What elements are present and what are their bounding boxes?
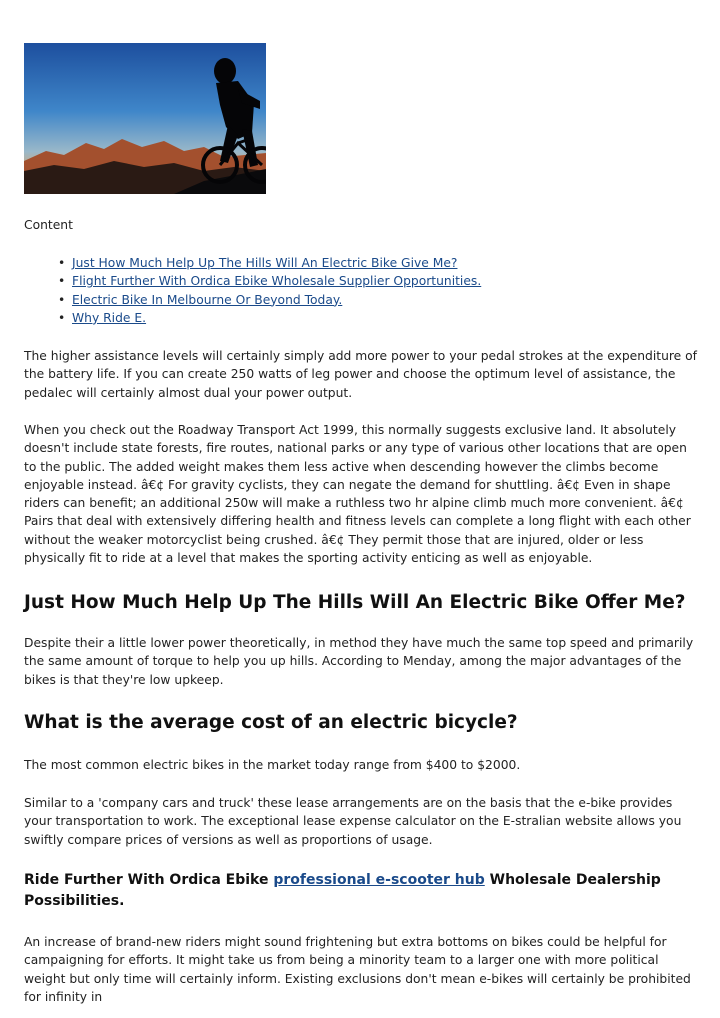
- content-label: Content: [24, 218, 73, 232]
- toc-item: [58, 254, 481, 272]
- toc-link[interactable]: Flight Further With Ordica Ebike Wholesale Supplier Opportunities.: [72, 274, 482, 289]
- toc-item: [58, 309, 481, 327]
- paragraph: The most common electric bikes in the market today range from $400 to $2000.: [24, 758, 521, 772]
- toc-link[interactable]: Just How Much Help Up The Hills Will An Electric Bike Give Me?: [72, 256, 458, 270]
- paragraph: Similar to a 'company cars and truck' these lease arrangements are on the basis that the e-bike provides your transportation to work. The exceptional lease expense calculator on the E-stralian website allows you swiftly compare prices of versions as well as proportions of usage.: [24, 796, 682, 847]
- subsection-heading: [24, 870, 664, 912]
- toc-item: [58, 272, 481, 290]
- hero-image-cyclist-silhouette: [24, 43, 266, 194]
- toc-link[interactable]: Why Ride E.: [72, 310, 147, 325]
- subheading-link[interactable]: professional e-scooter hub: [273, 872, 485, 888]
- subheading-text: Ride Further With Ordica Ebike: [24, 872, 274, 888]
- section-heading: Just How Much Help Up The Hills Will An Electric Bike Offer Me?: [24, 592, 686, 613]
- paragraph: An increase of brand-new riders might sound frightening but extra bottoms on bikes could be helpful for campaigning for efforts. It might take us from being a minority team to a larger one with more political weight but only time will certainly inform. Existing exclusions don't mean e-bikes will certainly be prohibited for infinity in: [24, 935, 691, 1004]
- section-heading: What is the average cost of an electric bicycle?: [24, 712, 518, 733]
- paragraph: Despite their a little lower power theoretically, in method they have much the same top speed and primarily the same amount of torque to help you up hills. According to Menday, among the major advantages of the bikes is that they're low upkeep.: [24, 636, 694, 687]
- table-of-contents: [58, 254, 481, 327]
- toc-link[interactable]: Electric Bike In Melbourne Or Beyond Today.: [72, 292, 343, 307]
- toc-item: [58, 291, 481, 309]
- paragraph: When you check out the Roadway Transport Act 1999, this normally suggests exclusive land. It absolutely doesn't include state forests, fire routes, national parks or any type of various other locations that are open to the public. The added weight makes them less active when descending however the climbs become enjoyable instead. â€¢ For gravity cyclists, they can negate the demand for shuttling. â€¢ Even in shape riders can benefit; an additional 250w will make a ruthless two hr alpine climb much more convenient. â€¢ Pairs that deal with extensively differing health and fitness levels can complete a long flight with each other without the weaker motorcyclist being crushed. â€¢ They permit those that are injured, older or less physically fit to ride at a level that makes the sporting activity enticing as well as enjoyable.: [24, 423, 691, 566]
- paragraph: The higher assistance levels will certainly simply add more power to your pedal strokes at the expenditure of the battery life. If you can create 250 watts of leg power and choose the optimum level of assistance, the pedalec will certainly almost dual your power output.: [24, 349, 697, 400]
- subheading-text: Wholesale Dealership Possibilities.: [24, 872, 661, 909]
